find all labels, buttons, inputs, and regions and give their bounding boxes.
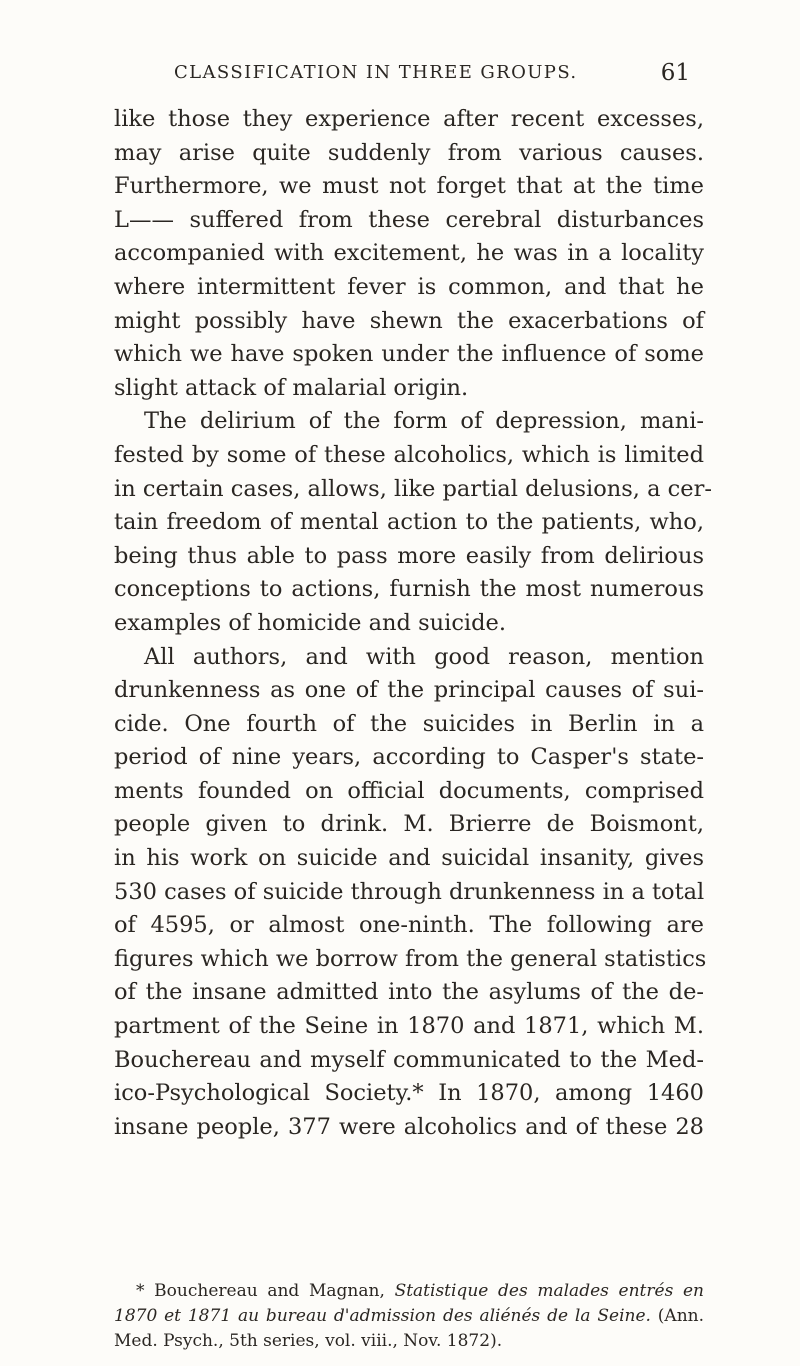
text-line: partment of the Seine in 1870 and 1871, which M. xyxy=(114,1013,704,1040)
footnote-journal: (Ann. xyxy=(650,1306,704,1326)
text-line: in his work on suicide and suicidal insanity, gives xyxy=(114,845,704,872)
text-line: figures which we borrow from the general statistics xyxy=(114,945,707,972)
text-line: period of nine years, according to Casper's state- xyxy=(114,744,704,771)
text-line: conceptions to actions, furnish the most numerous xyxy=(114,576,704,603)
text-line: being thus able to pass more easily from delirious xyxy=(114,542,704,569)
text-line: in certain cases, allows, like partial delusions, a cer- xyxy=(114,475,712,502)
page-number: 61 xyxy=(660,60,690,86)
text-line: which we have spoken under the influence of some xyxy=(114,341,704,368)
text-line: fested by some of these alcoholics, which is limited xyxy=(114,441,704,468)
text-line: drunkenness as one of the principal causes of sui- xyxy=(114,677,704,704)
text-line: Furthermore, we must not forget that at the time xyxy=(114,173,704,200)
text-line: tain freedom of mental action to the patients, who, xyxy=(114,509,704,536)
footnote-title-cont: 1870 et 1871 au bureau d'admission des aliénés de la Seine. xyxy=(114,1306,651,1326)
body-text xyxy=(114,103,712,1144)
text-line: people given to drink. M. Brierre de Boismont, xyxy=(114,811,704,838)
text-line: slight attack of malarial origin. xyxy=(114,374,469,401)
running-head: CLASSIFICATION IN THREE GROUPS. xyxy=(174,62,578,83)
footnote-line xyxy=(114,1279,704,1304)
text-line: L—— suffered from these cerebral disturbances xyxy=(114,206,704,233)
text-line: like those they experience after recent excesses, xyxy=(114,106,704,132)
footnote-line xyxy=(114,1304,704,1329)
footnote xyxy=(114,1279,704,1354)
page-header xyxy=(114,62,690,92)
text-line: The delirium of the form of depression, mani- xyxy=(144,408,704,435)
text-line: All authors, and with good reason, mention xyxy=(144,643,704,670)
text-line: examples of homicide and suicide. xyxy=(114,609,506,636)
text-line: insane people, 377 were alcoholics and of these 28 xyxy=(114,1113,704,1140)
footnote-line: Med. Psych., 5th series, vol. viii., Nov. 1872). xyxy=(114,1331,503,1351)
text-line: may arise quite suddenly from various causes. xyxy=(114,139,704,166)
footnote-title: Statistique des malades entrés en xyxy=(394,1281,704,1301)
text-line: of the insane admitted into the asylums of the de- xyxy=(114,979,704,1006)
text-line: ments founded on official documents, comprised xyxy=(114,777,704,804)
text-line: cide. One fourth of the suicides in Berlin in a xyxy=(114,710,704,737)
text-line: Bouchereau and myself communicated to the Med- xyxy=(114,1046,704,1073)
text-line: where intermittent fever is common, and that he xyxy=(114,273,704,300)
text-line: might possibly have shewn the exacerbations of xyxy=(114,307,704,334)
text-line: 530 cases of suicide through drunkenness in a total xyxy=(114,878,705,905)
text-line: ico-Psychological Society.* In 1870, among 1460 xyxy=(114,1080,704,1107)
text-line: of 4595, or almost one-ninth. The following are xyxy=(114,912,704,939)
text-line: accompanied with excitement, he was in a locality xyxy=(114,240,704,267)
footnote-authors: * Bouchereau and Magnan, xyxy=(136,1281,395,1301)
